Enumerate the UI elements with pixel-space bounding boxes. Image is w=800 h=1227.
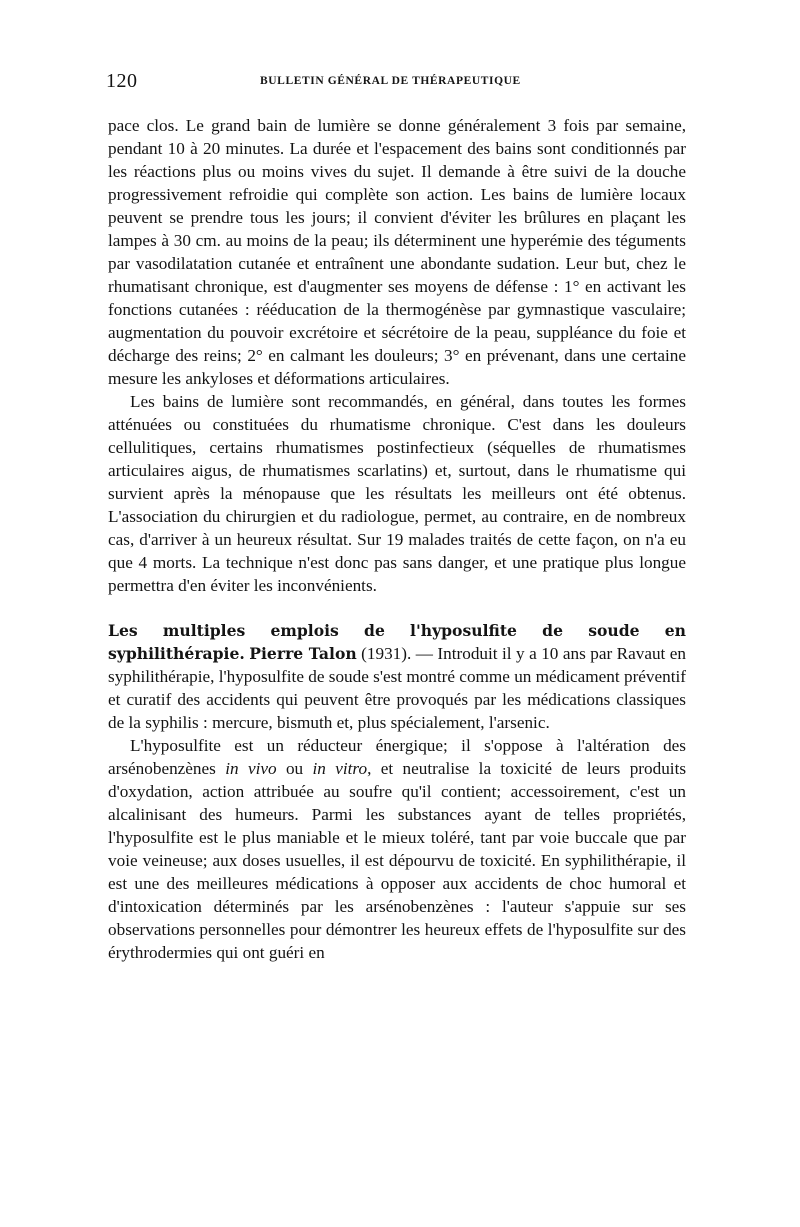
hyposulfite-intro-paragraph [108, 619, 686, 734]
p2-text-part2: , et neutralise la toxicité de leurs produits d'oxydation, action attribuée au soufre qu'il contient; accessoirement, c'est un alcalinisant des humeurs. Parmi les substances ayant de telles propriétés, l'hyposulfite est le plus maniable et le mieux toléré, tant par voie buccale que par voie veineuse; aux doses usuelles, il est dépourvu de toxicité. En syphilithérapie, il est une des meilleures médications à opposer aux accidents de choc humoral et d'intoxication déterminés par les arsénobenzènes : l'auteur s'appuie sur ses observations personnelles pour démontrer les heureux effets de l'hyposulfite sur des érythrodermies qui ont guéri en [108, 759, 687, 962]
article-body [108, 114, 686, 964]
page-number: 120 [106, 70, 138, 92]
p2-text-part1: L'hyposulfite est un réducteur énergique; il s'oppose à l'altération des arsénobenzènes [108, 736, 686, 778]
rhumatisme-paragraph-2: Les bains de lumière sont recommandés, en général, dans toutes les formes atténuées ou constituées du rhumatisme chronique. C'est dans les douleurs cellulitiques, certains rhumatismes postinfectieux (séquelles de rhumatismes articulaires aigus, de rhumatismes scarlatins) et, surtout, dans le rhumatisme qui survient après la ménopause que les résultats les meilleurs ont été obtenus. L'association du chirurgien et du radiologue, permet, au contraire, en de nombreux cas, d'arriver à un heureux résultat. Sur 19 malades traités de cette façon, on n'a eu que 4 morts. La technique n'est donc pas sans danger, et une pratique plus longue permettra d'en éviter les inconvénients. [108, 392, 686, 595]
hyposulfite-paragraph-2 [108, 734, 686, 964]
article-year: (1931). [361, 644, 412, 663]
rhumatisme-paragraph-1: pace clos. Le grand bain de lumière se donne généralement 3 fois par semaine, pendant 10 à 20 minutes. La durée et l'espacement des bains sont conditionnés par les réactions plus ou moins vives du sujet. Il demande à être suivi de la douche progressivement refroidie qui complète son action. Les bains de lumière locaux peuvent se prendre tous les jours; il convient d'éviter les brûlures en plaçant les lampes à 30 cm. au moins de la peau; ils déterminent une hyperémie des téguments par vasodilatation cutanée et entraînent une abondante sudation. Leur but, chez le rhumatisant chronique, est d'augmenter ses moyens de défense : 1° en activant les fonctions cutanées : rééducation de la thermogénèse par gymnastique vasculaire; augmentation du pouvoir excrétoire et sécrétoire de la peau, suppléance du foie et décharge des reins; 2° en calmant les douleurs; 3° en prévenant, dans une certaine mesure les ankyloses et déformations articulaires. [108, 116, 686, 388]
journal-title: BULLETIN GÉNÉRAL DE THÉRAPEUTIQUE [260, 75, 521, 87]
article-title: Les multiples emplois de l'hyposulfite de soude en syphilithérapie. [108, 621, 686, 663]
article-author: Pierre Talon [249, 644, 357, 663]
journal-page [108, 0, 686, 964]
in-vitro-term: in vitro [312, 759, 368, 778]
section-divider-space [108, 597, 686, 619]
article-intro-text: — Introduit il y a 10 ans par Ravaut en syphilithérapie, l'hyposulfite de soude s'est montré comme un médicament préventif et curatif des accidents qui peuvent être provoqués par les médications classiques de la syphilis : mercure, bismuth et, plus spécialement, l'arsenic. [108, 644, 687, 732]
p2-or: ou [285, 759, 304, 778]
running-head [108, 70, 686, 100]
in-vivo-term: in vivo [225, 759, 277, 778]
